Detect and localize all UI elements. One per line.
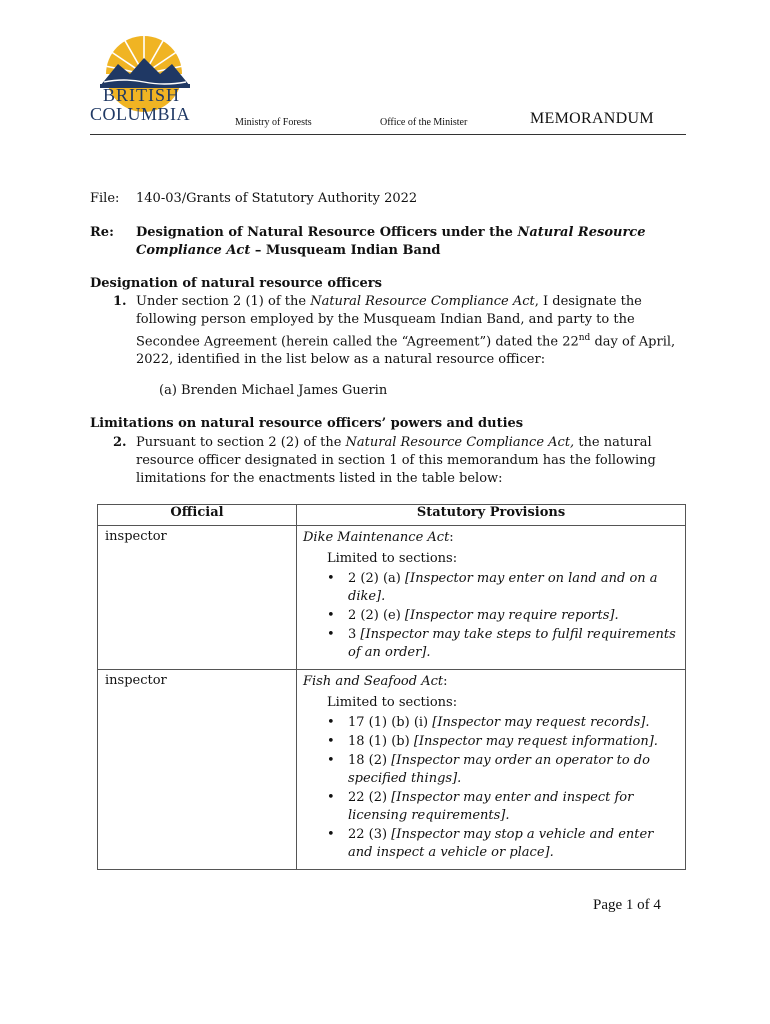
limited-label: Limited to sections: [327,695,458,710]
section2-number: 2. [113,435,127,450]
table-header-row [98,505,686,526]
list-item [348,607,681,625]
item-num: 17 (1) (b) (i) [348,715,433,730]
section1-number: 1. [113,294,127,309]
list-item [348,626,681,662]
official-cell: inspector [98,670,297,870]
section-list [327,714,681,862]
provisions-table [97,504,686,870]
item-num: 3 [348,627,361,642]
section-list [327,570,681,662]
section2-heading: Limitations on natural resource officers’ powers and duties [90,416,524,431]
item-desc: [Inspector may stop a vehicle and enter and inspect a vehicle or place]. [348,827,654,860]
file-label: File: [90,191,120,206]
item-num: 22 (3) [348,827,392,842]
re-label: Re: [90,225,114,240]
s1-line3-a: Secondee Agreement (herein called the “Agreement”) dated the 22 [136,334,579,350]
re-act-part1: Natural Resource [517,225,646,240]
document-type: MEMORANDUM [530,110,654,127]
item-num: 18 (1) (b) [348,734,414,749]
re-line1-text: Designation of Natural Resource Officers under the [136,225,518,240]
item-num: 22 (2) [348,790,392,805]
act-colon: : [449,530,454,545]
item-desc: [Inspector may enter on land and on a dike]. [348,571,658,604]
header-provisions: Statutory Provisions [297,505,686,526]
list-item [348,570,681,606]
header-official: Official [98,505,297,526]
official-cell: inspector [98,526,297,670]
list-item [348,752,681,788]
header-rule [90,134,686,135]
re-band: – Musqueam Indian Band [250,243,441,258]
s1-line1-a: Under section 2 (1) of the [136,294,311,309]
table-row [98,670,686,870]
section1-heading: Designation of natural resource officers [90,276,382,291]
designated-person: (a) Brenden Michael James Guerin [159,383,388,398]
item-desc: [Inspector may request records]. [432,715,650,730]
provisions-cell [297,670,686,870]
s2-line1-b: the natural [574,435,652,450]
item-desc: [Inspector may order an operator to do specified things]. [348,753,650,786]
list-item [348,826,681,862]
list-item [348,733,681,751]
s2-line2: resource officer designated in section 1 of this memorandum has the following [136,453,656,468]
logo-text-british: BRITISH [103,85,181,105]
item-num: 2 (2) (e) [348,608,405,623]
s1-line4: 2022, identified in the list below as a natural resource officer: [136,352,546,368]
table-row [98,526,686,670]
s1-line3-b: day of April, [590,334,676,350]
page-number: Page 1 of 4 [593,897,661,913]
s1-act: Natural Resource Compliance Act [310,294,535,309]
act-name: Dike Maintenance Act [303,530,450,545]
s2-line3: limitations for the enactments listed in the table below: [136,471,503,486]
re-act-part2: Compliance Act [136,243,251,258]
act-name: Fish and Seafood Act [303,674,444,689]
item-desc: [Inspector may enter and inspect for licensing requirements]. [348,790,634,823]
ministry-name: Ministry of Forests [235,117,312,128]
item-num: 18 (2) [348,753,392,768]
item-num: 2 (2) (a) [348,571,405,586]
act-colon: : [443,674,448,689]
s2-act: Natural Resource Compliance Act, [345,435,575,450]
s1-line2: following person employed by the Musqueam Indian Band, and party to the [136,312,635,327]
s1-line1-b: , I designate the [534,294,642,309]
item-desc: [Inspector may request information]. [413,734,658,749]
list-item [348,714,681,732]
re-subject [136,224,646,260]
limited-label: Limited to sections: [327,551,458,566]
file-value: 140-03/Grants of Statutory Authority 2022 [136,191,418,206]
section1-paragraph [136,293,696,369]
list-item [348,789,681,825]
section2-paragraph [136,434,696,488]
provisions-cell [297,526,686,670]
item-desc: [Inspector may require reports]. [404,608,619,623]
item-desc: [Inspector may take steps to fulfil requirements of an order]. [348,627,676,660]
s1-sup: nd [578,333,591,343]
s2-line1-a: Pursuant to section 2 (2) of the [136,435,346,450]
office-name: Office of the Minister [380,117,468,128]
logo-text-columbia: COLUMBIA [90,104,191,124]
